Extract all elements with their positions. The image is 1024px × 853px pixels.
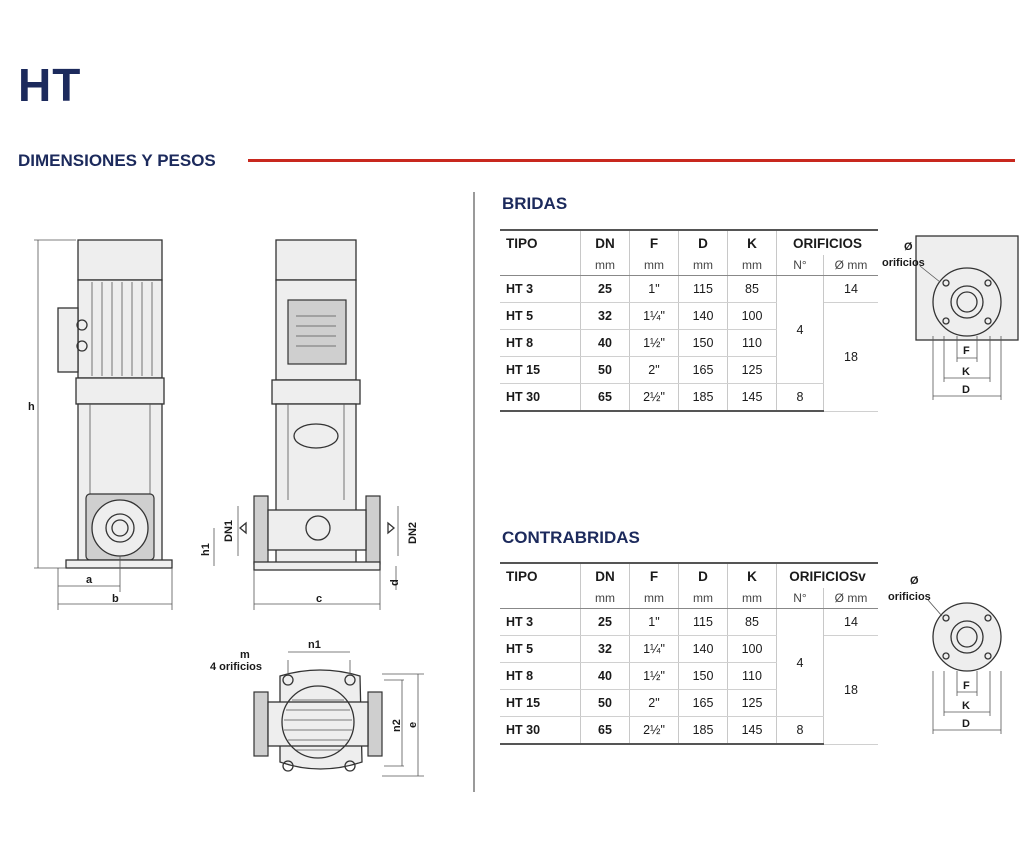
col-tipo: TIPO bbox=[500, 230, 581, 255]
holes-count: 8 bbox=[777, 717, 824, 745]
col-k: K bbox=[728, 563, 777, 588]
holes-count: 8 bbox=[777, 384, 824, 412]
unit-diam: Ø mm bbox=[824, 255, 879, 276]
contrabridas-table bbox=[500, 562, 878, 745]
table-row: HT 5 32 1¼" 140 100 18 bbox=[500, 303, 878, 330]
bridas-title: BRIDAS bbox=[502, 194, 568, 213]
table-row: HT 3 25 1" 115 85 4 14 bbox=[500, 276, 878, 303]
bridas-table bbox=[500, 229, 878, 412]
table-row: HT 5 32 1¼" 140 100 18 bbox=[500, 636, 878, 663]
table-row: HT 3 25 1" 115 85 4 14 bbox=[500, 609, 878, 636]
unit-k: mm bbox=[728, 255, 777, 276]
col-f: F bbox=[630, 230, 679, 255]
table-row: HT 8 40 1½" 150 110 bbox=[500, 330, 878, 357]
unit-dn: mm bbox=[581, 588, 630, 609]
flange1-d-label: D bbox=[962, 384, 970, 396]
dim-m-label: m bbox=[240, 649, 250, 661]
col-f: F bbox=[630, 563, 679, 588]
unit-n: N° bbox=[777, 588, 824, 609]
unit-n: N° bbox=[777, 255, 824, 276]
dim-dn1-label: DN1 bbox=[223, 519, 235, 542]
unit-k: mm bbox=[728, 588, 777, 609]
col-dn: DN bbox=[581, 563, 630, 588]
table-row: HT 15 50 2" 165 125 bbox=[500, 690, 878, 717]
col-d: D bbox=[679, 563, 728, 588]
unit-f: mm bbox=[630, 588, 679, 609]
dim-dn2-label: DN2 bbox=[407, 521, 419, 544]
col-dn: DN bbox=[581, 230, 630, 255]
holes-count: 4 bbox=[777, 609, 824, 717]
holes-label: 4 orificios bbox=[210, 661, 262, 673]
flange2-d-label: D bbox=[962, 718, 970, 730]
dim-n2-label: n2 bbox=[391, 719, 403, 732]
col-d: D bbox=[679, 230, 728, 255]
contrabridas-title: CONTRABRIDAS bbox=[502, 528, 640, 547]
flange1-holes-label: orificios bbox=[882, 257, 925, 269]
pump-front-view bbox=[214, 240, 398, 610]
flange1-f-label: F bbox=[963, 345, 970, 357]
holes-diam: 14 bbox=[824, 276, 879, 303]
flange2-hole-symbol: Ø bbox=[910, 575, 919, 587]
flange2-k-label: K bbox=[962, 700, 970, 712]
flange2-holes-label: orificios bbox=[888, 591, 931, 603]
flange2-f-label: F bbox=[963, 680, 970, 692]
flange1-k-label: K bbox=[962, 366, 970, 378]
pump-side-view bbox=[34, 240, 172, 610]
dim-a-label: a bbox=[86, 574, 93, 586]
col-k: K bbox=[728, 230, 777, 255]
page-title: HT bbox=[18, 59, 82, 111]
dim-h1-label: h1 bbox=[200, 543, 212, 556]
dim-c-label: c bbox=[316, 593, 323, 605]
table-row: HT 8 40 1½" 150 110 bbox=[500, 663, 878, 690]
unit-f: mm bbox=[630, 255, 679, 276]
holes-count: 4 bbox=[777, 276, 824, 384]
pump-top-view bbox=[254, 652, 424, 776]
dim-n1-label: n1 bbox=[308, 639, 321, 651]
table-row: HT 30 65 2½" 185 145 8 bbox=[500, 384, 878, 412]
unit-dn: mm bbox=[581, 255, 630, 276]
holes-diam: 18 bbox=[824, 636, 879, 745]
table-row: HT 30 65 2½" 185 145 8 bbox=[500, 717, 878, 745]
unit-diam: Ø mm bbox=[824, 588, 879, 609]
dim-h-label: h bbox=[28, 401, 35, 413]
col-orificios: ORIFICIOS bbox=[777, 230, 879, 255]
dim-b-label: b bbox=[112, 593, 119, 605]
flange1-hole-symbol: Ø bbox=[904, 241, 913, 253]
holes-diam: 14 bbox=[824, 609, 879, 636]
flange-drawing-contrabridas bbox=[928, 600, 1001, 734]
unit-d: mm bbox=[679, 255, 728, 276]
col-orificios: ORIFICIOSv bbox=[777, 563, 879, 588]
dim-e-label: e bbox=[407, 721, 419, 728]
unit-d: mm bbox=[679, 588, 728, 609]
col-tipo: TIPO bbox=[500, 563, 581, 588]
section-title: DIMENSIONES Y PESOS bbox=[18, 151, 216, 170]
holes-diam: 18 bbox=[824, 303, 879, 412]
table-row: HT 15 50 2" 165 125 bbox=[500, 357, 878, 384]
dim-d-label: d bbox=[389, 579, 401, 586]
